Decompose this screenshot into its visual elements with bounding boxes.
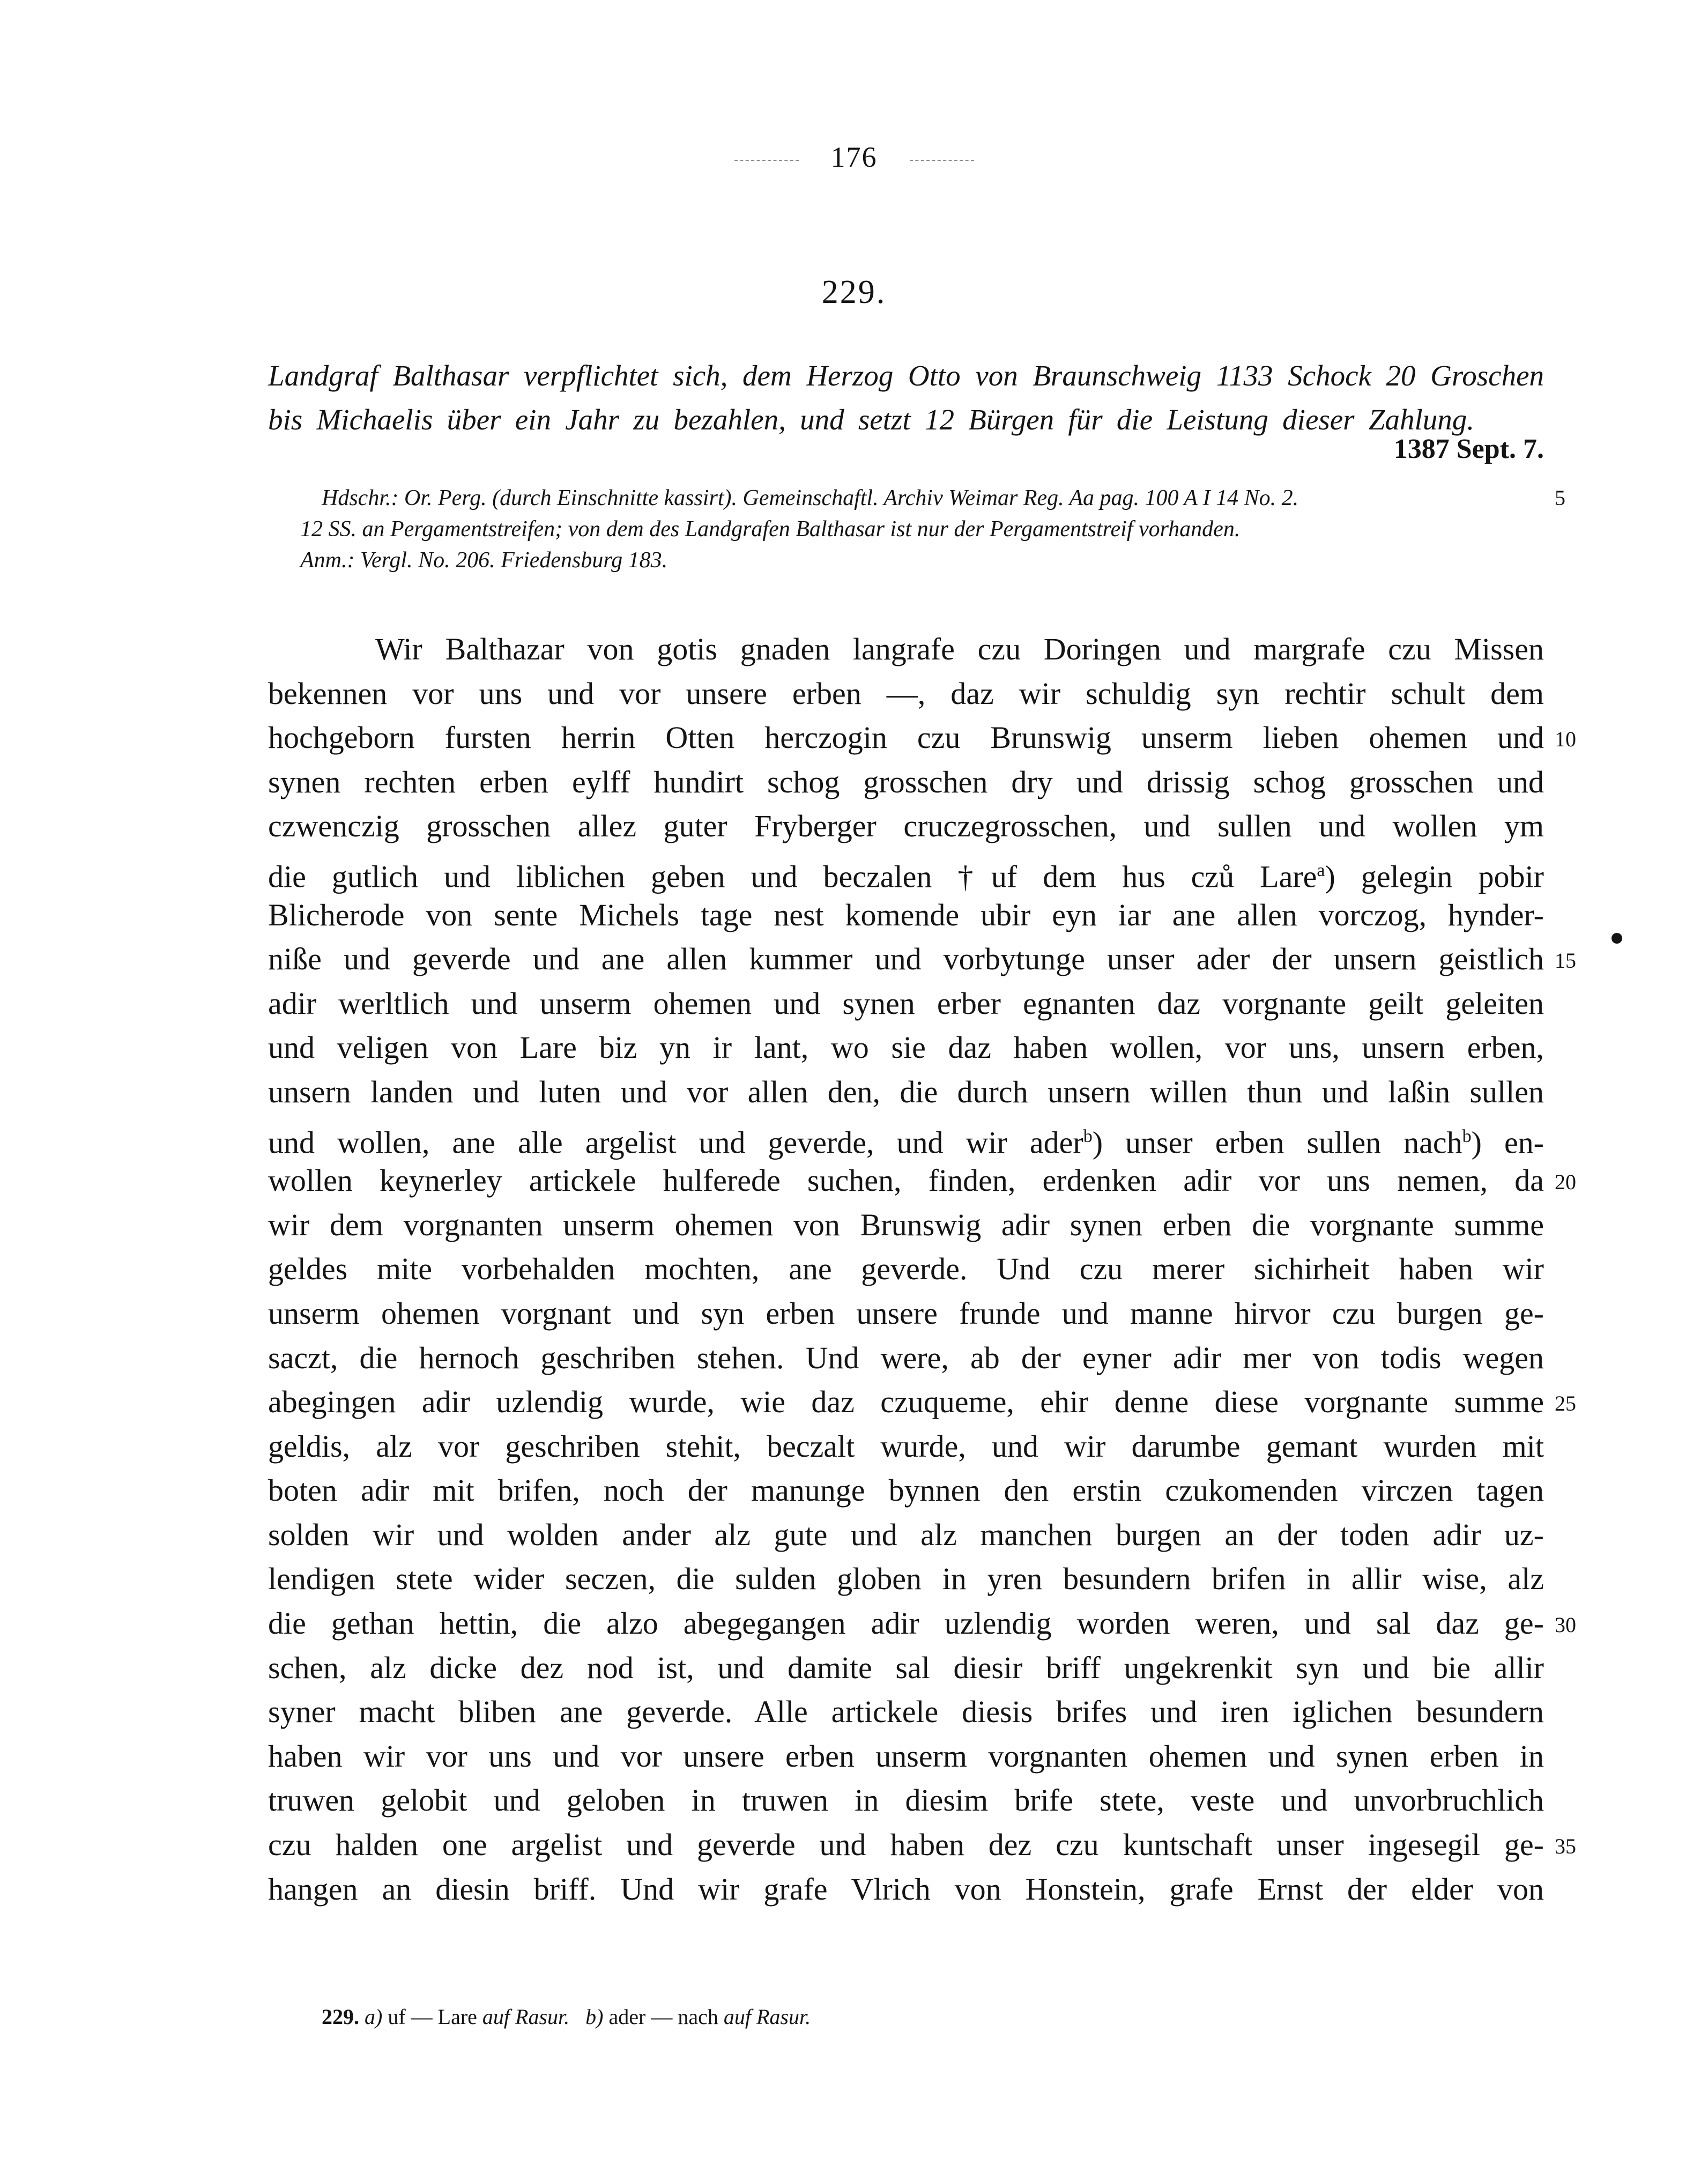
body-line: bekennen vor uns und vor unsere erben —, daz wir schuldig syn rechtir schult dem: [268, 676, 1544, 711]
margin-dot-mark: [1612, 933, 1622, 944]
line-number-5: 5: [1555, 486, 1565, 510]
footnote-text-b: ader — nach: [608, 2005, 718, 2029]
body-line: abegingen adir uzlendig wurde, wie daz czuqueme, ehir denne diese vorgnante summe: [268, 1384, 1544, 1420]
body-line: geldis, alz vor geschriben stehit, beczalt wurde, und wir darumbe gemant wurden mit: [268, 1428, 1544, 1464]
regest: [268, 354, 1544, 442]
body-line: adir werltlich und unserm ohemen und synen erber egnanten daz vorgnante geilt geleiten: [268, 985, 1544, 1021]
body-line: hochgeborn fursten herrin Otten herczogin czu Brunswig unserm lieben ohemen und: [268, 720, 1544, 755]
charter-text: [268, 627, 1544, 1911]
line-number-30: 30: [1555, 1613, 1576, 1637]
apparatus-line: Hdschr.: Or. Perg. (durch Einschnitte kassirt). Gemeinschaftl. Archiv Weimar Reg. Aa pag. 100 A I 14 No. 2.: [322, 486, 1299, 510]
regest-line: bis Michaelis über ein Jahr zu bezahlen, und setzt 12 Bürgen für die Leistung dieser Zahlung.: [268, 403, 1474, 436]
line-number-20: 20: [1555, 1170, 1576, 1194]
document-date: 1387 Sept. 7.: [1393, 434, 1544, 464]
note-marker-b: b: [1083, 1126, 1093, 1146]
body-line: truwen gelobit und geloben in truwen in diesim brife stete, veste und unvorbruchlich: [268, 1783, 1544, 1818]
body-line: synen rechten erben eylff hundirt schog grosschen dry und drissig schog grosschen und: [268, 764, 1544, 799]
apparatus: [300, 483, 1544, 576]
body-line: unserm ohemen vorgnant und syn erben unsere frunde und manne hirvor czu burgen ge-: [268, 1295, 1544, 1331]
body-line: syner macht bliben ane geverde. Alle artickele diesis brifes und iren iglichen besundern: [268, 1694, 1544, 1730]
footnote: [322, 2004, 811, 2029]
footnote-marker-b: b): [585, 2005, 604, 2029]
footnote-marker-a: a): [365, 2005, 383, 2029]
line-number-15: 15: [1555, 948, 1576, 973]
body-line: lendigen stete wider seczen, die sulden globen in yren besundern brifen in allir wise, alz: [268, 1561, 1544, 1597]
body-line: wollen keynerley artickele hulferede suchen, finden, erdenken adir vor uns nemen, da: [268, 1163, 1544, 1198]
body-line: die gethan hettin, die alzo abegegangen adir uzlendig worden weren, und sal daz ge-: [268, 1606, 1544, 1641]
body-line-with-note-b: [268, 1115, 1544, 1159]
footnote-note-a: auf Rasur.: [482, 2005, 570, 2029]
note-marker-a: a: [1317, 860, 1325, 880]
apparatus-line: 12 SS. an Pergamentstreifen; von dem des Landgrafen Balthasar ist nur der Pergamentstreif vorhanden.: [300, 517, 1241, 542]
line-number-10: 10: [1555, 727, 1576, 751]
body-line: saczt, die hernoch geschriben stehen. Und were, ab der eyner adir mer von todis wegen: [268, 1340, 1544, 1375]
body-line: wir dem vorgnanten unserm ohemen von Brunswig adir synen erben die vorgnante summe: [268, 1207, 1544, 1242]
body-line: unsern landen und luten und vor allen den, die durch unsern willen thun und laßin sullen: [268, 1074, 1544, 1109]
apparatus-line: Anm.: Vergl. No. 206. Friedensburg 183.: [300, 548, 668, 573]
body-line: haben wir vor uns und vor unsere erben unserm vorgnanten ohemen und synen erben in: [268, 1738, 1544, 1774]
line-number-25: 25: [1555, 1391, 1576, 1415]
page-number-text: 176: [830, 141, 878, 173]
body-line: czwenczig grosschen allez guter Fryberger cruczegrosschen, und sullen und wollen ym: [268, 809, 1544, 844]
note-marker-b: b: [1462, 1126, 1472, 1146]
body-line: boten adir mit brifen, noch der manunge bynnen den erstin czukomenden virczen tagen: [268, 1473, 1544, 1508]
body-line: czu halden one argelist und geverde und haben dez czu kuntschaft unser ingesegil ge-: [268, 1827, 1544, 1863]
body-line: und veligen von Lare biz yn ir lant, wo sie daz haben wollen, vor uns, unsern erben,: [268, 1030, 1544, 1065]
body-line-tail: ) en-: [1471, 1124, 1544, 1160]
body-line-text: und wollen, ane alle argelist und geverde, und wir ader: [268, 1124, 1083, 1160]
document-number: 229.: [821, 274, 887, 310]
footnote-note-b: auf Rasur.: [723, 2005, 811, 2029]
body-line: geldes mite vorbehalden mochten, ane geverde. Und czu merer sichirheit haben wir: [268, 1251, 1544, 1287]
body-line: solden wir und wolden ander alz gute und alz manchen burgen an der toden adir uz-: [268, 1517, 1544, 1552]
page-number: [0, 140, 1708, 174]
page-number-rule-left: [734, 160, 799, 161]
body-line: niße und geverde und ane allen kummer und vorbytunge unser ader der unsern geistlich: [268, 941, 1544, 977]
body-line: Wir Balthazar von gotis gnaden langrafe czu Doringen und margrafe czu Missen: [375, 632, 1544, 666]
body-line: schen, alz dicke dez nod ist, und damite sal diesir briff ungekrenkit syn und bie allir: [268, 1650, 1544, 1685]
line-number-35: 35: [1555, 1834, 1576, 1858]
footnote-number: 229.: [322, 2005, 359, 2029]
footnote-text-a: uf — Lare: [388, 2005, 477, 2029]
body-line: hangen an diesin briff. Und wir grafe Vlrich von Honstein, grafe Ernst der elder von: [268, 1871, 1544, 1907]
regest-line: Landgraf Balthasar verpflichtet sich, dem Herzog Otto von Braunschweig 1133 Schock 20 Groschen: [268, 359, 1544, 392]
body-line-with-note-a: [268, 849, 1544, 893]
body-line-text: die gutlich und liblichen geben und beczalen †uf dem hus czů Lare: [268, 859, 1317, 894]
page-number-rule-right: [910, 160, 974, 161]
body-line-tail: ) gelegin pobir: [1325, 859, 1544, 894]
body-line-mid: ) unser erben sullen nach: [1092, 1124, 1462, 1160]
body-line: Blicherode von sente Michels tage nest komende ubir eyn iar ane allen vorczog, hynder-: [268, 897, 1544, 932]
